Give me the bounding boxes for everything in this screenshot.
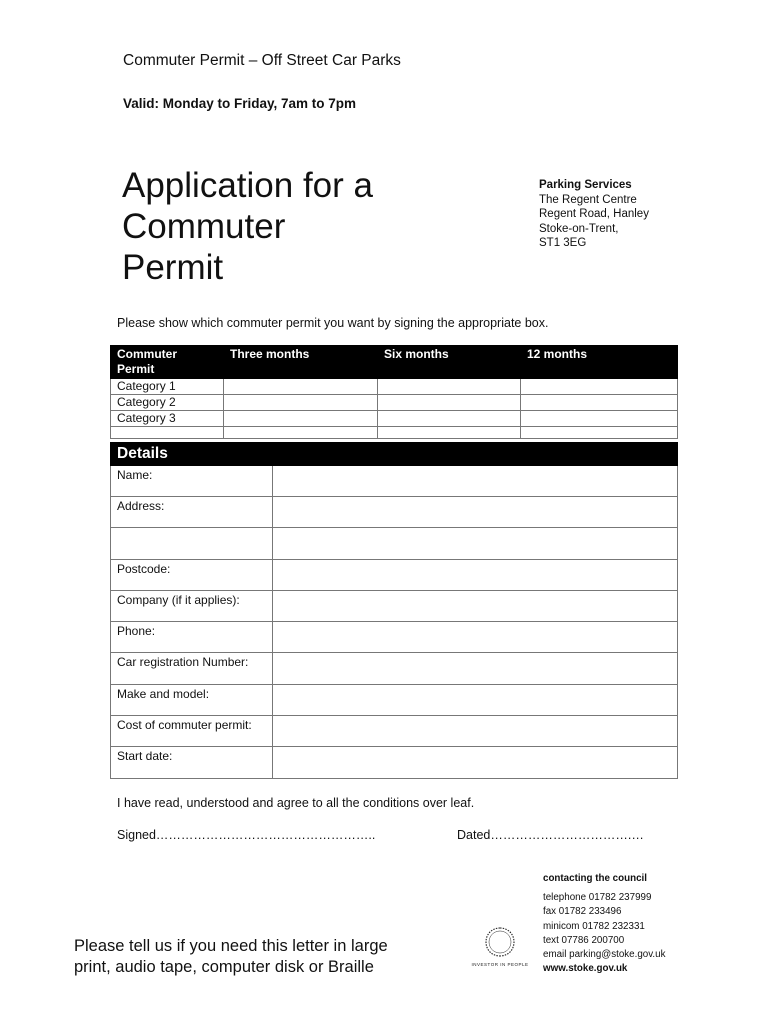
address-line1: The Regent Centre — [539, 193, 637, 206]
table-row — [111, 653, 678, 684]
address-line3: Stoke-on-Trent, — [539, 222, 619, 235]
table-row — [111, 528, 678, 559]
phone-field[interactable] — [273, 622, 678, 653]
signed-field[interactable]: Signed…………………………………………….. — [117, 828, 376, 842]
name-field[interactable] — [273, 466, 678, 497]
logo-ring-icon — [486, 928, 514, 956]
address-line4: ST1 3EG — [539, 237, 587, 249]
details-header — [111, 443, 678, 466]
page-title-line1: Application for a — [122, 166, 373, 205]
start-date-field[interactable] — [273, 747, 678, 778]
table-row — [111, 684, 678, 715]
valid-times: Valid: Monday to Friday, 7am to 7pm — [123, 96, 357, 111]
make-model-label: Make and model: — [111, 684, 273, 715]
category-1-label: Category 1 — [111, 379, 224, 395]
company-field[interactable] — [273, 590, 678, 621]
table-row — [111, 497, 678, 528]
address-field-2[interactable] — [273, 528, 678, 559]
postcode-label: Postcode: — [111, 559, 273, 590]
contact-block — [543, 872, 683, 976]
company-label: Company (if it applies): — [111, 590, 273, 621]
cat1-three-months-cell[interactable] — [224, 379, 378, 395]
details-table — [110, 442, 678, 779]
table-row — [111, 411, 678, 427]
cat3-three-months-cell[interactable] — [224, 411, 378, 427]
cat2-three-months-cell[interactable] — [224, 395, 378, 411]
page-title — [122, 165, 442, 288]
accessibility-note: Please tell us if you need this letter in large print, audio tape, computer disk or Braille — [74, 937, 388, 976]
cat1-six-months-cell[interactable] — [378, 379, 521, 395]
address-label: Address: — [111, 497, 273, 528]
cost-field[interactable] — [273, 716, 678, 747]
table-row — [111, 622, 678, 653]
address-field-1[interactable] — [273, 497, 678, 528]
six-months-header: Six months — [378, 346, 521, 379]
make-model-field[interactable] — [273, 684, 678, 715]
table-row — [111, 466, 678, 497]
table-row — [111, 559, 678, 590]
page-title-line2: Commuter — [122, 207, 286, 246]
phone-label: Phone: — [111, 622, 273, 653]
category-3-label: Category 3 — [111, 411, 224, 427]
parking-services-address — [539, 178, 649, 251]
cat3-six-months-cell[interactable] — [378, 411, 521, 427]
start-date-label: Start date: — [111, 747, 273, 778]
cat2-twelve-months-cell[interactable] — [521, 395, 678, 411]
agreement-text: I have read, understood and agree to all the conditions over leaf. — [117, 796, 475, 810]
page-title-line3: Permit — [122, 248, 224, 287]
table-row — [111, 395, 678, 411]
details-heading-blank — [273, 443, 678, 466]
car-registration-label: Car registration Number: — [111, 653, 273, 684]
address-line2: Regent Road, Hanley — [539, 208, 649, 220]
permit-table-header — [111, 346, 678, 379]
details-heading: Details — [111, 443, 273, 466]
contact-website[interactable]: www.stoke.gov.uk — [543, 963, 628, 975]
address-label-blank — [111, 528, 273, 559]
table-row — [111, 716, 678, 747]
permit-col-header: Commuter Permit — [111, 346, 224, 379]
car-registration-field[interactable] — [273, 653, 678, 684]
dated-field[interactable]: Dated…………………………….… — [457, 828, 644, 842]
cat2-six-months-cell[interactable] — [378, 395, 521, 411]
investors-in-people-logo — [468, 924, 532, 968]
permit-table — [110, 345, 678, 439]
spacer-cell — [224, 427, 378, 439]
spacer-cell — [111, 427, 224, 439]
cat1-twelve-months-cell[interactable] — [521, 379, 678, 395]
twelve-months-header: 12 months — [521, 346, 678, 379]
contact-telephone: telephone 01782 237999 — [543, 892, 652, 904]
table-row — [111, 590, 678, 621]
cost-label: Cost of commuter permit: — [111, 716, 273, 747]
table-row — [111, 747, 678, 778]
instruction-text: Please show which commuter permit you want by signing the appropriate box. — [117, 316, 549, 330]
contact-fax: fax 01782 233496 — [543, 906, 622, 918]
header-title: Commuter Permit – Off Street Car Parks — [123, 52, 401, 69]
contact-minicom: minicom 01782 232331 — [543, 920, 645, 932]
contact-email[interactable]: email parking@stoke.gov.uk — [543, 949, 666, 961]
name-label: Name: — [111, 466, 273, 497]
address-org: Parking Services — [539, 179, 632, 191]
table-row-spacer — [111, 427, 678, 439]
cat3-twelve-months-cell[interactable] — [521, 411, 678, 427]
category-2-label: Category 2 — [111, 395, 224, 411]
contact-heading: contacting the council — [543, 873, 647, 884]
spacer-cell — [521, 427, 678, 439]
logo-text: INVESTOR IN PEOPLE — [471, 962, 529, 967]
table-row — [111, 379, 678, 395]
spacer-cell — [378, 427, 521, 439]
contact-text: text 07786 200700 — [543, 934, 625, 946]
postcode-field[interactable] — [273, 559, 678, 590]
three-months-header: Three months — [224, 346, 378, 379]
